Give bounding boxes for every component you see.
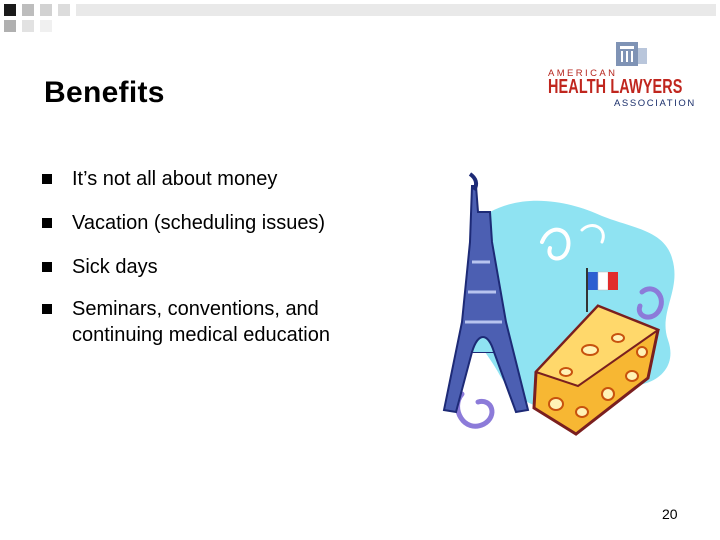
- bullet-item: [42, 296, 402, 348]
- square-bullet-icon: [42, 174, 52, 184]
- bullet-text: Vacation (scheduling issues): [72, 212, 326, 234]
- logo-line-health-lawyers: HEALTH LAWYERS: [548, 76, 683, 98]
- logo-line-american: AMERICAN: [548, 68, 618, 79]
- bullet-item: [42, 254, 402, 280]
- bullet-text: Seminars, conventions, and continuing medical education: [72, 298, 330, 346]
- checkerboard-decoration: [0, 0, 720, 34]
- bullet-item: [42, 210, 402, 236]
- square-bullet-icon: [42, 218, 52, 228]
- square-bullet-icon: [42, 304, 52, 314]
- bullet-text: It’s not all about money: [72, 168, 278, 190]
- logo-line-association: ASSOCIATION: [614, 98, 696, 109]
- bullet-text: Sick days: [72, 256, 158, 278]
- square-bullet-icon: [42, 262, 52, 272]
- bullet-item: [42, 166, 402, 192]
- aha-seal-icon: [612, 40, 648, 70]
- page-number: 20: [662, 506, 678, 522]
- swirl: [458, 394, 492, 426]
- eiffel-tower-cheese-clipart: [432, 172, 682, 442]
- bullet-list: [42, 166, 402, 348]
- slide-title: Benefits: [44, 76, 165, 109]
- aha-logo: [546, 40, 696, 110]
